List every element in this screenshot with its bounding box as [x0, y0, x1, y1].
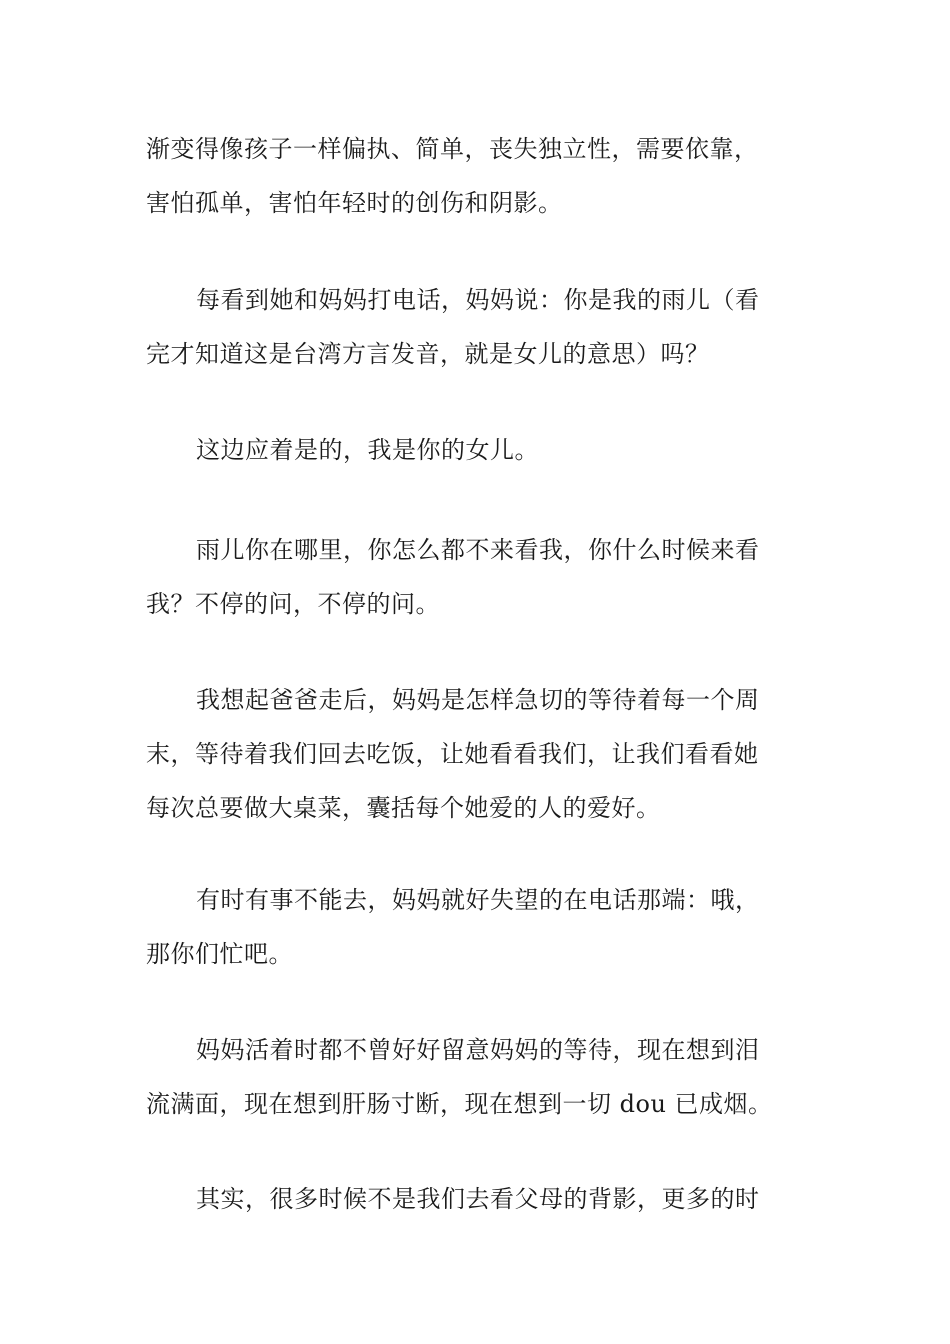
paragraph-8	[146, 1172, 808, 1226]
paragraph-5	[146, 673, 808, 835]
paragraph-line: 有时有事不能去，妈妈就好失望的在电话那端：哦，	[196, 886, 760, 914]
paragraph-line: 我？不停的问，不停的问。	[146, 590, 440, 618]
paragraph-line: 末，等待着我们回去吃饭，让她看看我们，让我们看看她	[146, 740, 759, 768]
paragraph-line: 完才知道这是台湾方言发音，就是女儿的意思）吗？	[146, 340, 710, 368]
paragraph-line: 流满面，现在想到肝肠寸断，现在想到一切 dou 已成烟。	[146, 1090, 773, 1118]
paragraph-line: 这边应着是的，我是你的女儿。	[196, 436, 539, 464]
paragraph-line: 每次总要做大桌菜，囊括每个她爱的人的爱好。	[146, 794, 661, 822]
paragraph-4	[146, 523, 808, 631]
paragraph-3	[146, 423, 808, 477]
paragraph-line: 那你们忙吧。	[146, 940, 293, 968]
paragraph-line: 渐变得像孩子一样偏执、简单，丧失独立性，需要依靠，	[146, 135, 759, 163]
paragraph-6	[146, 873, 808, 981]
paragraph-7	[146, 1023, 808, 1131]
paragraph-line: 雨儿你在哪里，你怎么都不来看我，你什么时候来看	[196, 536, 760, 564]
paragraph-line: 其实，很多时候不是我们去看父母的背影，更多的时	[196, 1185, 760, 1213]
paragraph-line: 我想起爸爸走后，妈妈是怎样急切的等待着每一个周	[196, 686, 760, 714]
paragraph-line: 妈妈活着时都不曾好好留意妈妈的等待，现在想到泪	[196, 1036, 760, 1064]
paragraph-line: 害怕孤单，害怕年轻时的创伤和阴影。	[146, 189, 563, 217]
paragraph-line: 每看到她和妈妈打电话，妈妈说：你是我的雨儿（看	[196, 286, 760, 314]
paragraph-2	[146, 273, 808, 381]
paragraph-1	[146, 122, 808, 230]
